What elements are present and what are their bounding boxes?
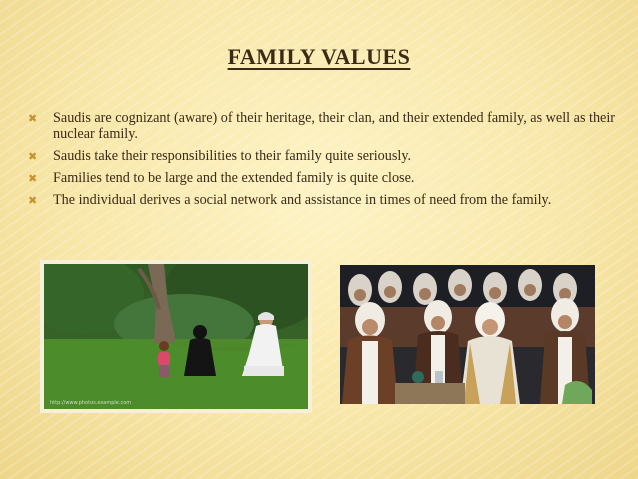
bullet-item	[28, 170, 618, 186]
bullet-item	[28, 110, 618, 142]
bullet-list	[28, 110, 618, 214]
x-bullet-icon: ✖	[28, 172, 38, 185]
gathering-photo	[340, 265, 595, 404]
bullet-item	[28, 148, 618, 164]
family-park-photo	[40, 260, 312, 413]
x-bullet-icon: ✖	[28, 150, 38, 163]
bullet-text: The individual derives a social network and assistance in times of need from the family.	[53, 192, 552, 208]
x-bullet-icon: ✖	[28, 112, 38, 125]
bullet-item	[28, 192, 618, 208]
bullet-text: Saudis are cognizant (aware) of their heritage, their clan, and their extended family, as well as their nuclear family.	[53, 110, 616, 142]
svg-text:http://www.photos.example.com: http://www.photos.example.com	[50, 400, 132, 406]
slide-title: FAMILY VALUES	[227, 44, 411, 69]
bullet-text: Saudis take their responsibilities to their family quite seriously.	[53, 148, 412, 164]
x-bullet-icon: ✖	[28, 194, 38, 207]
bullet-text: Families tend to be large and the extended family is quite close.	[53, 170, 415, 186]
